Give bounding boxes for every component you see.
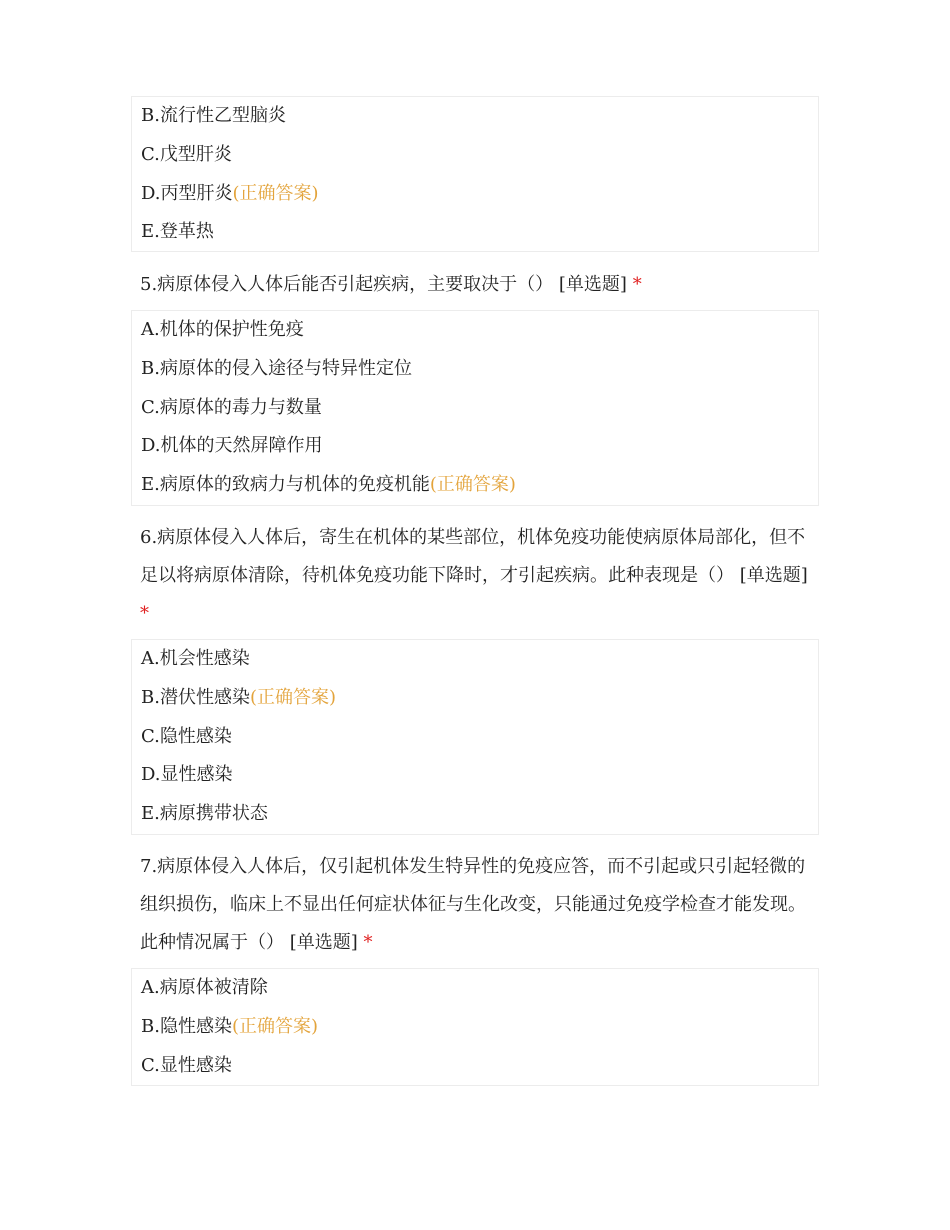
q7-title: 7.病原体侵入人体后，仅引起机体发生特异性的免疫应答，而不引起或只引起轻微的组织损伤，临床上不显出任何症状体征与生化改变，只能通过免疫学检查才能发现。此种情况属于（） [单选题] * (140, 856, 806, 953)
required-star: * (632, 274, 642, 295)
required-star: * (140, 603, 149, 624)
q5-options (131, 310, 819, 506)
q6-option-a[interactable]: A.机会性感染 (141, 648, 250, 669)
q5-option-a[interactable]: A.机体的保护性免疫 (141, 319, 304, 340)
correct-answer-mark: (正确答案) (429, 474, 516, 495)
required-star: * (363, 932, 373, 953)
q6-option-d[interactable]: D.显性感染 (141, 764, 233, 785)
q6-option-c[interactable]: C.隐性感染 (141, 726, 232, 747)
q4-option-d[interactable]: D.丙型肝炎(正确答案) (141, 183, 319, 204)
q4-option-b[interactable]: B.流行性乙型脑炎 (141, 105, 286, 126)
q5-option-b[interactable]: B.病原体的侵入途径与特异性定位 (141, 358, 412, 379)
q6-title: 6.病原体侵入人体后，寄生在机体的某些部位，机体免疫功能使病原体局部化，但不足以将病原体清除，待机体免疫功能下降时，才引起疾病。此种表现是（） [单选题] * (140, 527, 808, 624)
q7-options (131, 968, 819, 1086)
q4-option-c[interactable]: C.戊型肝炎 (141, 144, 232, 165)
correct-answer-mark: (正确答案) (231, 1016, 318, 1037)
q5-title: 5.病原体侵入人体后能否引起疾病，主要取决于（） [单选题] * (140, 274, 642, 295)
q5-option-c[interactable]: C.病原体的毒力与数量 (141, 397, 322, 418)
q7-option-b[interactable]: B.隐性感染(正确答案) (141, 1016, 318, 1037)
q5-option-e[interactable]: E.病原体的致病力与机体的免疫机能(正确答案) (141, 474, 516, 495)
q6-option-b[interactable]: B.潜伏性感染(正确答案) (141, 687, 336, 708)
q7-option-a[interactable]: A.病原体被清除 (141, 977, 268, 998)
q6-options (131, 639, 819, 835)
q4-option-e[interactable]: E.登革热 (141, 221, 214, 242)
q6-option-e[interactable]: E.病原携带状态 (141, 803, 268, 824)
correct-answer-mark: (正确答案) (232, 183, 319, 204)
correct-answer-mark: (正确答案) (249, 687, 336, 708)
q7-option-c[interactable]: C.显性感染 (141, 1055, 232, 1076)
q4-options (131, 96, 819, 252)
q5-option-d[interactable]: D.机体的天然屏障作用 (141, 435, 323, 456)
